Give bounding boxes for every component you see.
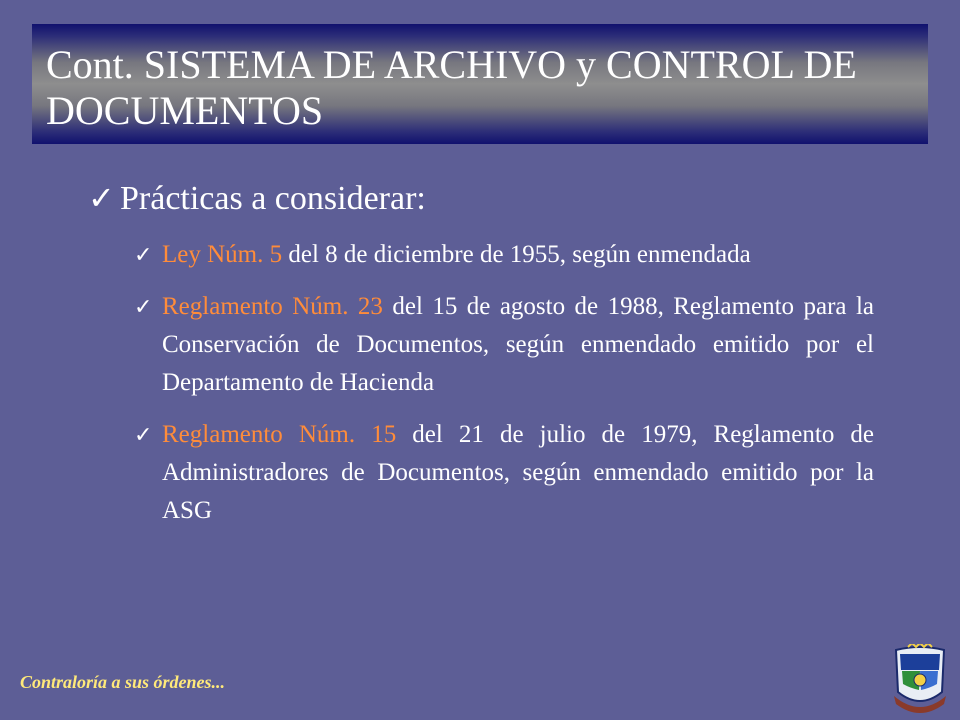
- list-item: [134, 288, 874, 402]
- checkmark-icon: ✓: [134, 294, 153, 319]
- slide-title: Cont. SISTEMA DE ARCHIVO y CONTROL DE DOCUMENTOS: [46, 42, 857, 133]
- list-item-text: [162, 288, 874, 402]
- section-heading: Prácticas a considerar:: [120, 180, 426, 217]
- checkmark-icon: ✓: [88, 180, 115, 216]
- title-bar: [32, 24, 928, 144]
- list-item: [134, 236, 874, 274]
- law-reference: Reglamento Núm. 15: [162, 421, 397, 448]
- list-item: [134, 416, 874, 530]
- heading-row: [88, 178, 426, 219]
- law-description: del 15 de agosto de 1988, Reglamento para la Conservación de Documentos, según enmendado emitido por el Departamento de Hacienda: [162, 293, 874, 396]
- list-item-text: [162, 236, 874, 274]
- practice-list: [134, 236, 874, 544]
- law-reference: Ley Núm. 5: [162, 241, 283, 268]
- law-description: del 8 de diciembre de 1955, según enmendada: [282, 241, 751, 268]
- law-reference: Reglamento Núm. 23: [162, 293, 383, 320]
- footer-slogan: Contraloría a sus órdenes...: [20, 672, 226, 692]
- law-description: del 21 de julio de 1979, Reglamento de Administradores de Documentos, según enmendado emitido por la ASG: [162, 421, 874, 524]
- checkmark-icon: ✓: [134, 422, 153, 447]
- list-item-text: [162, 416, 874, 530]
- seal-logo-icon: [892, 644, 948, 716]
- checkmark-icon: ✓: [134, 242, 153, 267]
